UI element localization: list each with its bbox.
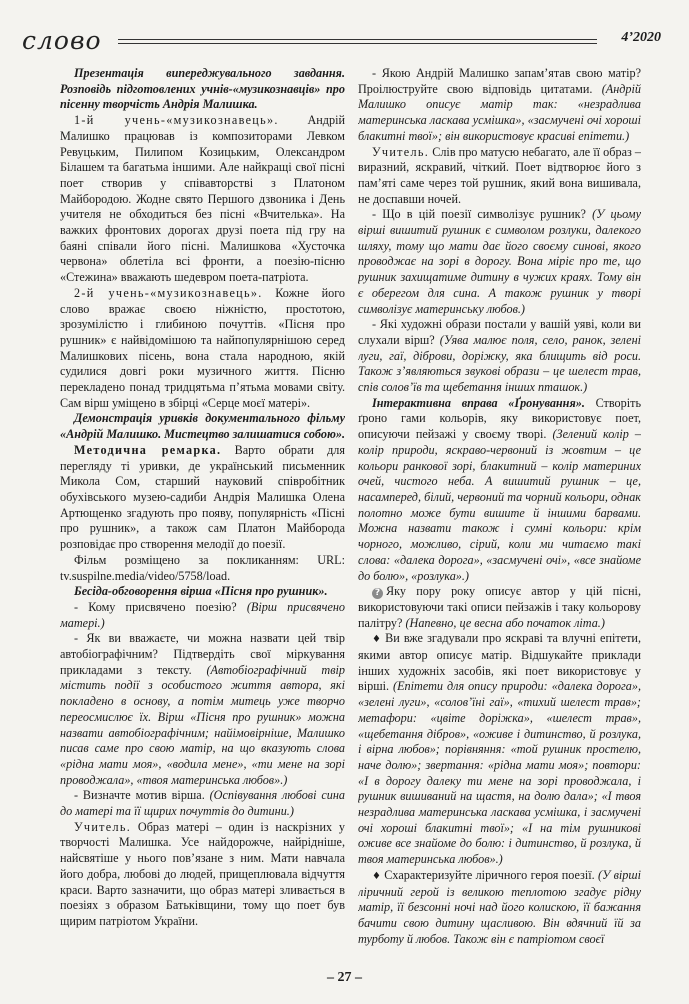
question-text: - Кому присвячено поезію? — [74, 599, 247, 614]
question-1 — [60, 600, 345, 631]
answer-text: (Напевно, це весна або початок літа.) — [405, 615, 605, 630]
question-text: - Які художні образи постали у вашій уяві, коли ви слухали вірш? — [358, 317, 641, 347]
issue-number: 4’2020 — [621, 30, 661, 45]
paragraph-teacher-2 — [358, 145, 641, 208]
exercise-text: Створіть ґроно гами кольорів, яку використовує поет, описуючи пейзажі у своєму творі. — [358, 395, 641, 442]
paragraph-student-1 — [60, 113, 345, 286]
page-header — [22, 26, 661, 60]
question-text: - Визначте мотив вірша. — [74, 788, 210, 803]
paragraph-text: Кожне його слово вражає своєю ніжністю, простотою, зрозумілістю і глибиною почуттів. «Пісня про рушник» є найвідомішою та найпопулярнішою серед Малишкових пісень, вона стала народною, якій судилися довгі роки музичного життя. Пісню перекладено понад тридцятьма п’ятьма мовами світу. Сам вірш уміщено в збірці «Серце моєї матері». — [60, 285, 345, 410]
answer-text: (Зелений колір – колір природи, яскраво-червоний із жовтим – це кольори ранкової зорі, блакитний – колір материних очей, чистого неба. А вишитий рушник – це, насамперед, білий, червоний та чорний кольори, однак полотно може бути вишите й іншими барвами. Можна назвати також і сумні кольори: крім чорного, можливо, сірий, коли ми читаємо такі слова: «далека дорога», «засмучені очі», «все знайоме до болю», «розлука».) — [358, 427, 641, 583]
paragraph-text: Слів про матусю небагато, але її образ – виразний, яскравий, чіткий. Поет відтворює його з пам’яті саме через той рушник, який вона вишивала, не доспавши ночей. — [358, 144, 641, 206]
section-heading-film: Демонстрація уривків документального фільму «Андрій Малишко. Мистецтво залишатися собою». — [60, 411, 345, 442]
paragraph-methodical-remark — [60, 443, 345, 553]
paragraph-teacher-1 — [60, 820, 345, 930]
question-5 — [358, 207, 641, 317]
question-7 — [358, 584, 641, 631]
page-number: – 27 – — [327, 970, 362, 985]
answer-text: (Оспівування любові сина до матері та її щирих почуттів до дитини.) — [60, 788, 345, 819]
answer-text: (У вірші ліричний герой із великою теплотою згадує рідну матір, її безсонні ночі над його колискою, її бажання бачити свою дитину щасливою. Він вдячний їй за турботу й любов. Також він є патріотом своєї — [358, 867, 641, 946]
answer-text: (У цьому вірші вишитий рушник є символом розлуки, далекого шляху, тому що мати дає його своєму синові, якого проводжає на зорі в дорогу. Вона міріє про те, що рушник захищатиме дитину в чужих краях. Тому він є оберегом для сина. А також рушник у творі символізує материнську любов.) — [358, 207, 641, 316]
paragraph-text: Варто обрати для перегляду ті уривки, де український письменник Микола Сом, старший науковий співробітник обухівського музею-садиби Андрія Малишка Олена Артющенко згадують про появу, популярність «Пісні про рушник», а також сам Платон Майборода розповідає про створення мелодії до поезії. — [60, 442, 345, 552]
paragraph-student-2 — [60, 286, 345, 412]
paragraph-text: Андрій Малишко працював із композиторами Левком Ревуцьким, Пилипом Козицьким, Олександром Білашем та багатьма іншими. Але найкращі свої пісні поет створив у співавторстві з Платоном Майбородою. Жодне свято Першого дзвоника і День учителя не обходиться без пісні «Вчителька». На важких фронтових дорогах друзі поета під гру на баяні співали його пісні. Малишкова «Хусточка червона» облетіла всі фронти, а поезію-пісню «Стежина» вважають шедевром поета-патріота. — [60, 113, 345, 285]
question-2 — [60, 631, 345, 788]
diamond-bullet-icon: ♦ — [372, 870, 382, 882]
question-mark-icon: ? — [372, 588, 383, 599]
paragraph-film-link: Фільм розміщено за покликанням: URL: tv.suspilne.media/video/5758/load. — [60, 552, 345, 583]
diamond-bullet-icon: ♦ — [372, 634, 383, 646]
answer-text: (Автобіографічний твір містить події з особистого життя автора, які покладено в основу, а потім митець уже творчо переосмислює їх. Вірш «Пісня про рушник» можна назвати автобіографічним; найімовірніше, Малишко писав саме про свою матір, на що вказують слова «рідна мати моя», «водила мене», «ти мене на зорі проводжала», «твоя материнська любов».) — [60, 662, 345, 787]
question-text: Яку пору року описує автор у цій пісні, використовуючи такі описи пейзажів і таку кольорову палітру? — [358, 584, 641, 630]
magazine-logo: слово — [22, 26, 102, 55]
paragraph-text: Образ матері – один із наскрізних у творчості Малишка. Усе найдорожче, найрідніше, найсвятіше у нього пов’язане з ним. Мати навчала його добра, любові до людей, прищеплювала відчуття краси. Варто зазначити, що образ матері зливається в поезіях з образом Батьківщини, тому що поет був щирим патріотом України. — [60, 819, 345, 928]
left-column — [60, 66, 345, 966]
answer-text: (Андрій Малишко описує матір так: «незрадлива материнська ласкава усмішка», «засмучені очі хороші блакитні твої»; він використовує красиві епітети.) — [358, 81, 641, 143]
question-text: Схарактеризуйте ліричного героя поезії. — [384, 867, 599, 882]
answer-text: (Епітети для опису природи: «далека дорога», «зелені луги», «солов’їні гаї», «тихий шелест трав»; метафори: «цвіте доріжка», «шелест трав», «щебетання дібров», «оживе і дитинство, й розлука, і вірна любов»; порівняння: «той рушник простелю, наче долю»; звертання: «рідна мати моя»; повтори: «І в дорогу далеку ти мене на зорі проводжала, і рушник вишиваний на щастя, на долю дала»; «І твоя незрадлива материнська ласкава усмішка, і засмучені очі хороші блакитні твої»; «І на тім рушникові оживе все знайоме до болю: і дитинство, й розлука, й твоя материнська любов».) — [358, 679, 641, 867]
speaker-label: Учитель. — [74, 819, 132, 834]
question-3 — [60, 788, 345, 819]
speaker-label: 1-й учень-«музикознавець». — [74, 113, 279, 128]
question-text: - Як ви вважаєте, чи можна назвати цей твір автобіографічним? Підтвердіть свої міркування прикладами з тексту. — [60, 631, 345, 677]
remark-label: Методична ремарка. — [74, 442, 222, 457]
speaker-label: 2-й учень-«музикознавець». — [74, 285, 263, 300]
question-text: - Що в цій поезії символізує рушник? — [372, 207, 593, 222]
right-column — [358, 66, 641, 966]
exercise-label: Інтерактивна вправа «Ґронування». — [372, 395, 585, 410]
question-text: Ви вже згадували про яскраві та влучні епітети, якими автор описує матір. Відшукайте приклади інших художніх засобів, які поет використовує у вірші. — [358, 631, 641, 694]
question-8 — [358, 631, 641, 868]
interactive-exercise — [358, 396, 641, 584]
question-6 — [358, 317, 641, 396]
question-text: - Якою Андрій Малишко запам’ятав свою матір? Проілюструйте свою відповідь цитатами. — [358, 66, 641, 96]
header-rule-bottom — [118, 43, 597, 44]
section-heading-presentation: Презентація випереджувального завдання. Розповідь підготовлених учнів-«музикознавців» про пісенну творчість Андрія Малишка. — [60, 66, 345, 112]
answer-text: (Вірш присвячено матері.) — [60, 599, 345, 630]
question-4 — [358, 66, 641, 145]
speaker-label: Учитель. — [372, 144, 430, 159]
answer-text: (Уява малює поля, село, ранок, зелені луги, гаї, діброви, доріжку, яка блищить від роси. Також з’являються звукові образи – це шелест трав, спів солов’їв та щебетання інших пташок.) — [358, 332, 641, 395]
question-9 — [358, 868, 641, 948]
header-rule-top — [118, 39, 597, 40]
section-heading-discussion: Бесіда-обговорення вірша «Пісня про рушник». — [74, 584, 328, 599]
